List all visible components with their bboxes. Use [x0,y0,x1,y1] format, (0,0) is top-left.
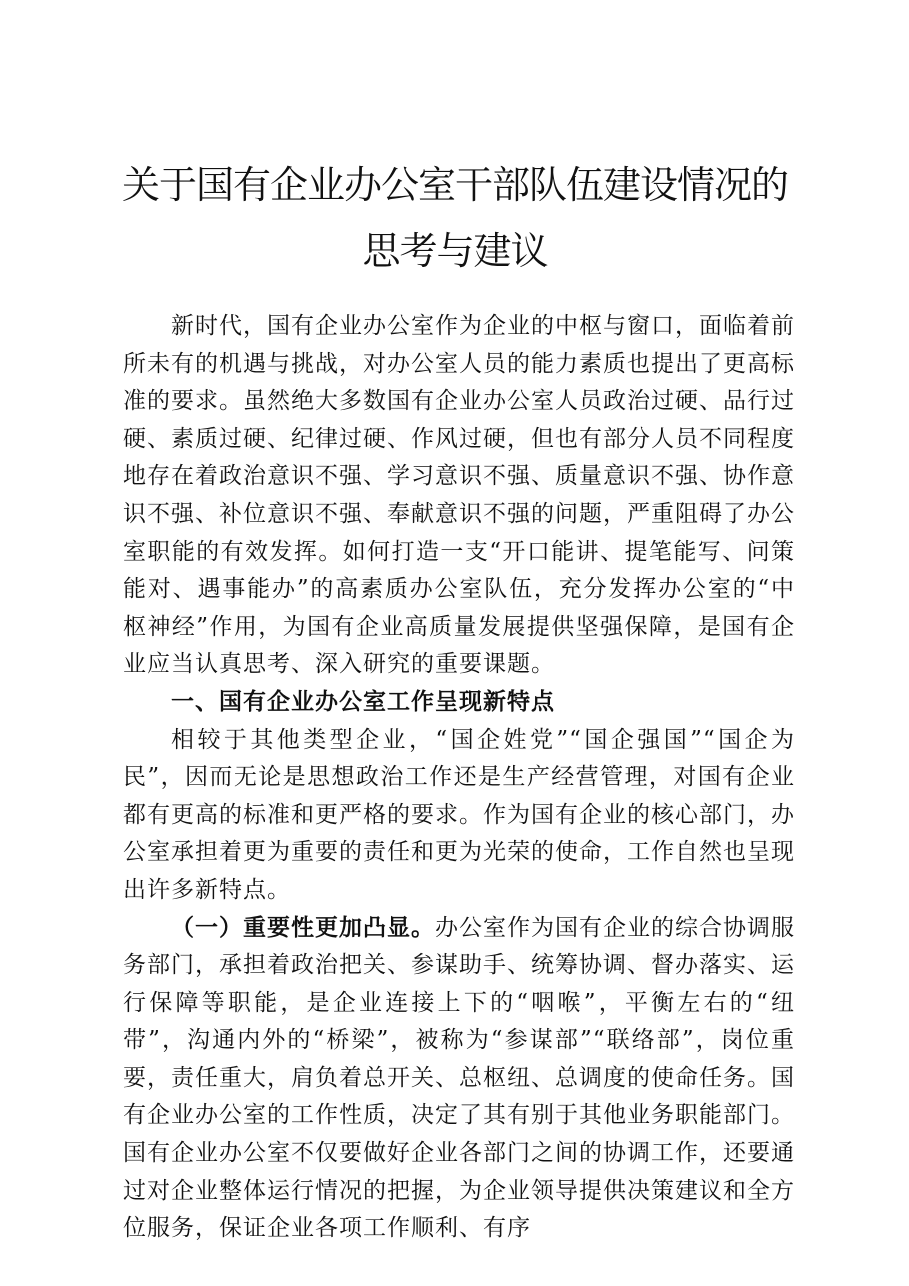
document-title: 关于国有企业办公室干部队伍建设情况的思考与建议 [121,163,788,273]
section-heading: 一、国有企业办公室工作呈现新特点 [171,688,555,715]
section-paragraph: 相较于其他类型企业，“国企姓党”“国企强国”“国企为民”，因而无论是思想政治工作还是生产经营管理，对国有企业都有更高的标准和更严格的要求。作为国有企业的核心部门，办公室承担着更为重要的责任和更为光荣的使命，工作自然也呈现出许多新特点。 [123,726,795,903]
document-body [123,308,795,1248]
subsection-paragraph [123,910,795,1248]
intro-paragraph: 新时代，国有企业办公室作为企业的中枢与窗口，面临着前所未有的机遇与挑战，对办公室人员的能力素质也提出了更高标准的要求。虽然绝大多数国有企业办公室人员政治过硬、品行过硬、素质过硬、纪律过硬、作风过硬，但也有部分人员不同程度地存在着政治意识不强、学习意识不强、质量意识不强、协作意识不强、补位意识不强、奉献意识不强的问题，严重阻碍了办公室职能的有效发挥。如何打造一支“开口能讲、提笔能写、问策能对、遇事能办”的高素质办公室队伍，充分发挥办公室的“中枢神经”作用，为国有企业高质量发展提供坚强保障，是国有企业应当认真思考、深入研究的重要课题。 [123,313,795,678]
subsection-text: 办公室作为国有企业的综合协调服务部门，承担着政治把关、参谋助手、统筹协调、督办落实、运行保障等职能，是企业连接上下的“咽喉”，平衡左右的“纽带”，沟通内外的“桥梁”，被称为“参谋部”“联络部”，岗位重要，责任重大，肩负着总开关、总枢纽、总调度的使命任务。国有企业办公室的工作性质，决定了其有别于其他业务职能部门。国有企业办公室不仅要做好企业各部门之间的协调工作，还要通过对企业整体运行情况的把握，为企业领导提供决策建议和全方位服务，保证企业各项工作顺利、有序 [123,914,795,1242]
subsection-lead: （一）重要性更加凸显。 [171,914,435,941]
